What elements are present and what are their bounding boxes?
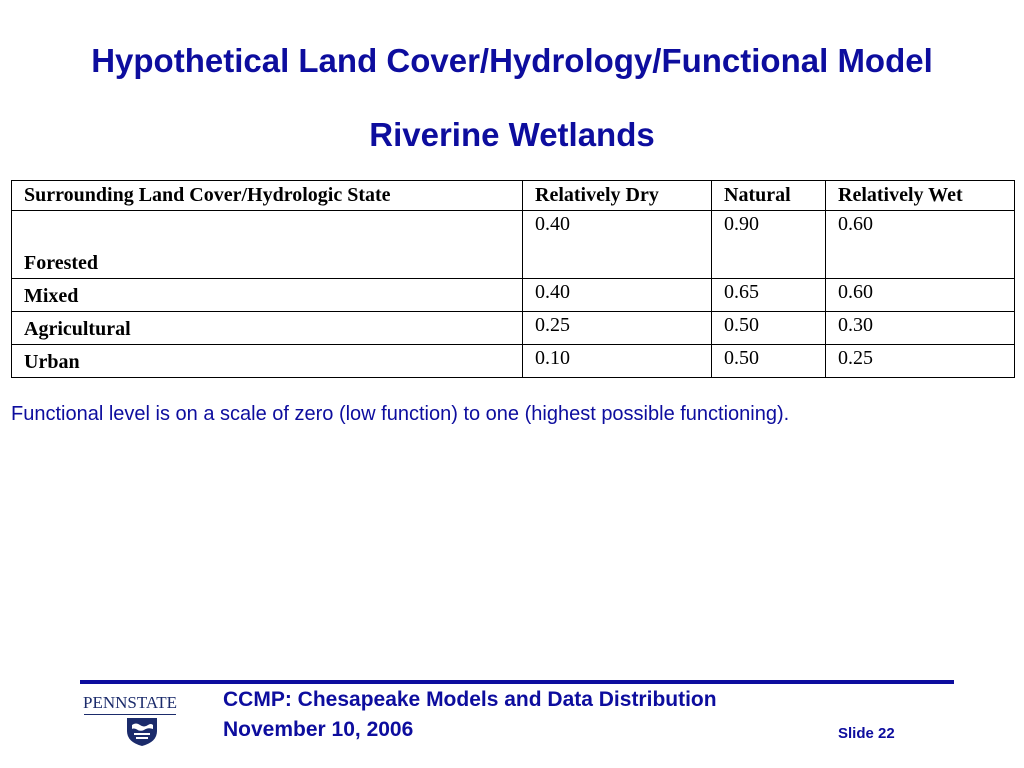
table-row bbox=[12, 211, 1015, 279]
cell-value: 0.50 bbox=[712, 312, 826, 345]
cell-value: 0.25 bbox=[826, 345, 1015, 378]
cell-value: 0.90 bbox=[712, 211, 826, 279]
table-row bbox=[12, 279, 1015, 312]
column-header-natural: Natural bbox=[712, 181, 826, 211]
scale-note: Functional level is on a scale of zero (low function) to one (highest possible functioning). bbox=[11, 403, 790, 425]
cell-value: 0.60 bbox=[826, 211, 1015, 279]
row-label-forested: Forested bbox=[12, 211, 523, 279]
footer-date: November 10, 2006 bbox=[223, 718, 414, 741]
footer-title: CCMP: Chesapeake Models and Data Distribution bbox=[223, 688, 717, 711]
logo-wordmark: PENNSTATE bbox=[82, 693, 178, 712]
column-header-relatively-wet: Relatively Wet bbox=[826, 181, 1015, 211]
slide-subtitle: Riverine Wetlands bbox=[369, 116, 655, 153]
row-label-urban: Urban bbox=[12, 345, 523, 378]
shield-icon bbox=[126, 717, 158, 747]
cell-value: 0.30 bbox=[826, 312, 1015, 345]
row-label-agricultural: Agricultural bbox=[12, 312, 523, 345]
row-label-mixed: Mixed bbox=[12, 279, 523, 312]
column-header-land-cover: Surrounding Land Cover/Hydrologic State bbox=[12, 181, 523, 211]
cell-value: 0.40 bbox=[523, 211, 712, 279]
cell-value: 0.25 bbox=[523, 312, 712, 345]
table-row bbox=[12, 312, 1015, 345]
slide-number: Slide 22 bbox=[838, 725, 895, 742]
table-header-row bbox=[12, 181, 1015, 211]
column-header-relatively-dry: Relatively Dry bbox=[523, 181, 712, 211]
cell-value: 0.65 bbox=[712, 279, 826, 312]
table-row bbox=[12, 345, 1015, 378]
cell-value: 0.40 bbox=[523, 279, 712, 312]
cell-value: 0.50 bbox=[712, 345, 826, 378]
functional-model-table bbox=[11, 180, 1015, 378]
slide-title: Hypothetical Land Cover/Hydrology/Functional Model bbox=[91, 42, 933, 79]
cell-value: 0.10 bbox=[523, 345, 712, 378]
cell-value: 0.60 bbox=[826, 279, 1015, 312]
footer-divider bbox=[80, 680, 954, 684]
pennstate-logo bbox=[80, 693, 180, 755]
logo-underline bbox=[84, 714, 176, 715]
